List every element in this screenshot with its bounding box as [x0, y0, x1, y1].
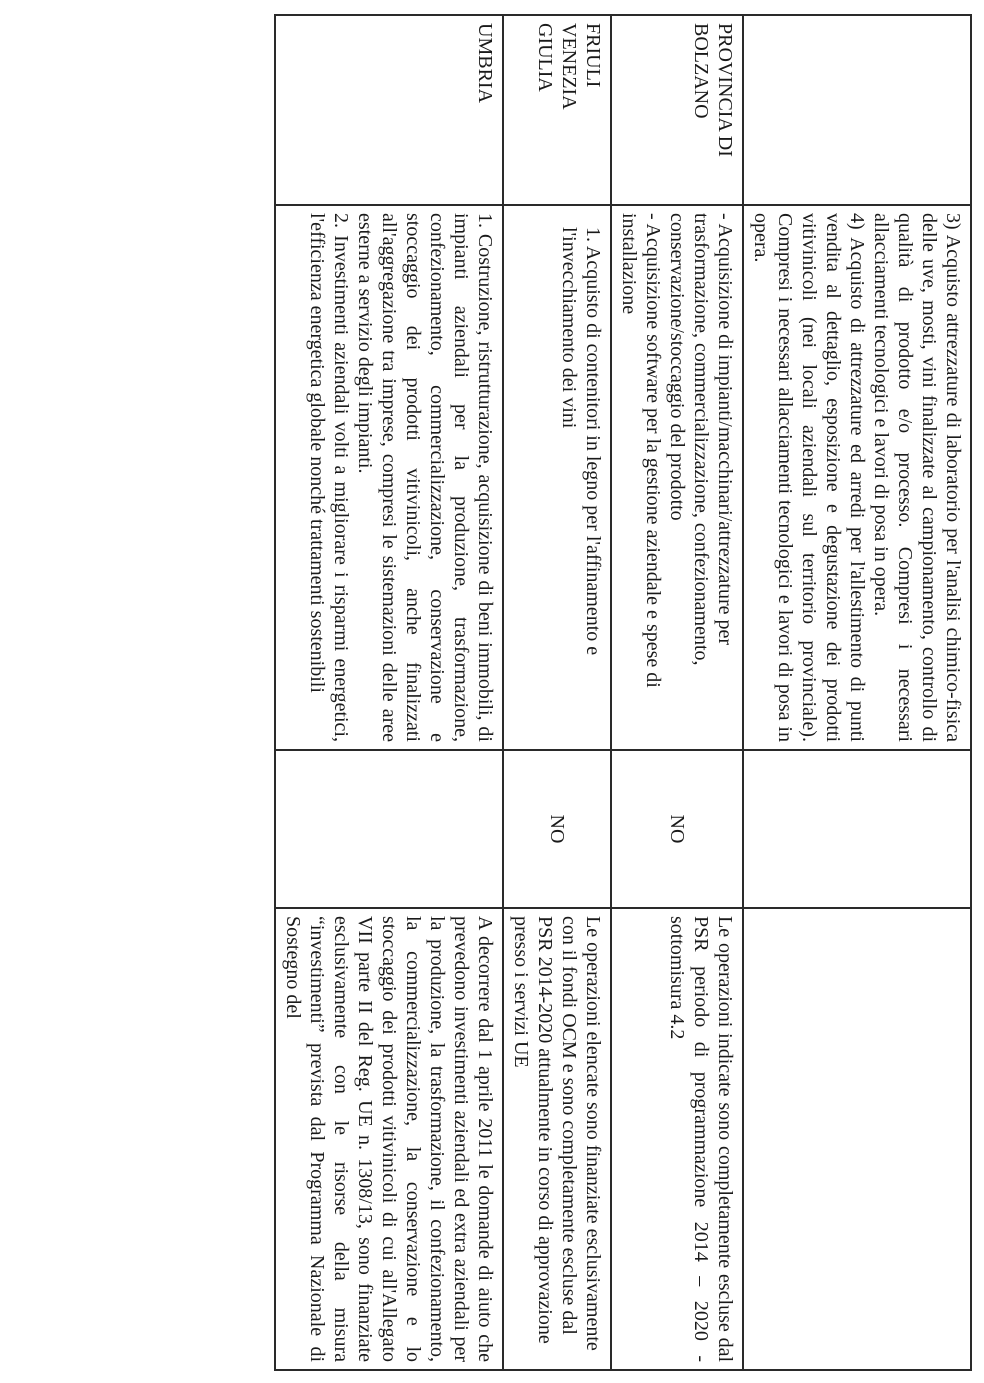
notes-cell [275, 908, 503, 1370]
table-row [503, 15, 611, 1370]
region-name-line: FRIULI [582, 23, 604, 88]
region-name-line: BOLZANO [690, 23, 712, 119]
intervention-item: 3) Acquisto attrezzature di laboratorio per l'analisi chimico-fisica delle uve, mosti, vini finalizzate al campionamento, controllo di qualità di prodotto e/o processo. Compresi i necessari allacciamenti tecnologici e lavori di posa in opera. [870, 213, 964, 742]
notes-cell [503, 908, 611, 1370]
region-name-line: GIULIA [534, 23, 556, 92]
intervention-item: - Acquisizione di impianti/macchinari/attrezzature per trasformazione, commercializzazione, confezionamento, conservazione/stoccaggio del prodotto [666, 213, 736, 666]
notes-text: Le operazioni elencate sono finanziate esclusivamente con il fondi OCM e sono completamente escluse dal PSR 2014-2020 attualmente in corso di approvazione presso i servizi UE [510, 916, 604, 1351]
interventions-cell [743, 205, 971, 750]
region-cell [611, 15, 743, 205]
region-cell [275, 15, 503, 205]
notes-text: A decorrere dal 1 aprile 2011 le domande di aiuto che prevedono investimenti aziendali ed extra aziendali per la produzione, la trasformazione, il confezionamento, la commercializzazione, la conservazione e lo stoccaggio dei prodotti vitivinicoli di cui all'Allegato VII parte II del Reg. UE n. 1308/13, sono finanziate esclusivamente con le risorse della misura “investimenti” prevista dal Programma Nazionale di Sostegno del [282, 916, 496, 1362]
region-name-line: PROVINCIA DI [714, 23, 736, 157]
table-row [743, 15, 971, 1370]
answer-value: NO [546, 814, 568, 844]
intervention-item: 2. Investimenti aziendali volti a migliorare i risparmi energetici, l'efficienza energetica globale nonché trattamenti sostenibili [306, 213, 352, 742]
interventions-cell [503, 205, 611, 750]
table-row [275, 15, 503, 1370]
table-row [611, 15, 743, 1370]
answer-cell [611, 750, 743, 908]
region-cell [503, 15, 611, 205]
intervention-item: - Acquisizione software per la gestione aziendale e spese di installazione [618, 213, 664, 688]
answer-cell [503, 750, 611, 908]
interventions-cell [611, 205, 743, 750]
intervention-item: 1. Costruzione, ristrutturazione, acquisizione di beni immobili, di impianti aziendali per la produzione, trasformazione, confezionamento, commercializzazione, conservazione e stoccaggio dei prodotti vitivinicoli, anche finalizzati all'aggregazione tra imprese, compresi le sistemazioni delle aree esterne a servizio degli impianti. [354, 213, 496, 742]
intervention-item: 4) Acquisto di attrezzature ed arredi per l'allestimento di punti vendita al dettaglio, esposizione e degustazione dei prodotti vitivinicoli (nei locali aziendali sul territorio provinciale). Compresi i necessari allacciamenti tecnologici e lavori di posa in opera. [750, 213, 868, 742]
region-name-line: UMBRIA [474, 23, 496, 104]
regional-measures-table [274, 14, 972, 1371]
answer-cell [743, 750, 971, 908]
answer-cell [275, 750, 503, 908]
notes-text: Le operazioni indicate sono completamente escluse dal PSR periodo di programmazione 2014 – 2020 - sottomisura 4.2 [666, 916, 736, 1362]
notes-cell [611, 908, 743, 1370]
region-name-line: VENEZIA [558, 23, 580, 110]
interventions-cell [275, 205, 503, 750]
intervention-item: 1. Acquisto di contenitori in legno per l'affinamento e l'invecchiamento dei vini [558, 227, 604, 656]
region-cell [743, 15, 971, 205]
answer-value: NO [666, 814, 688, 844]
notes-cell [743, 908, 971, 1370]
